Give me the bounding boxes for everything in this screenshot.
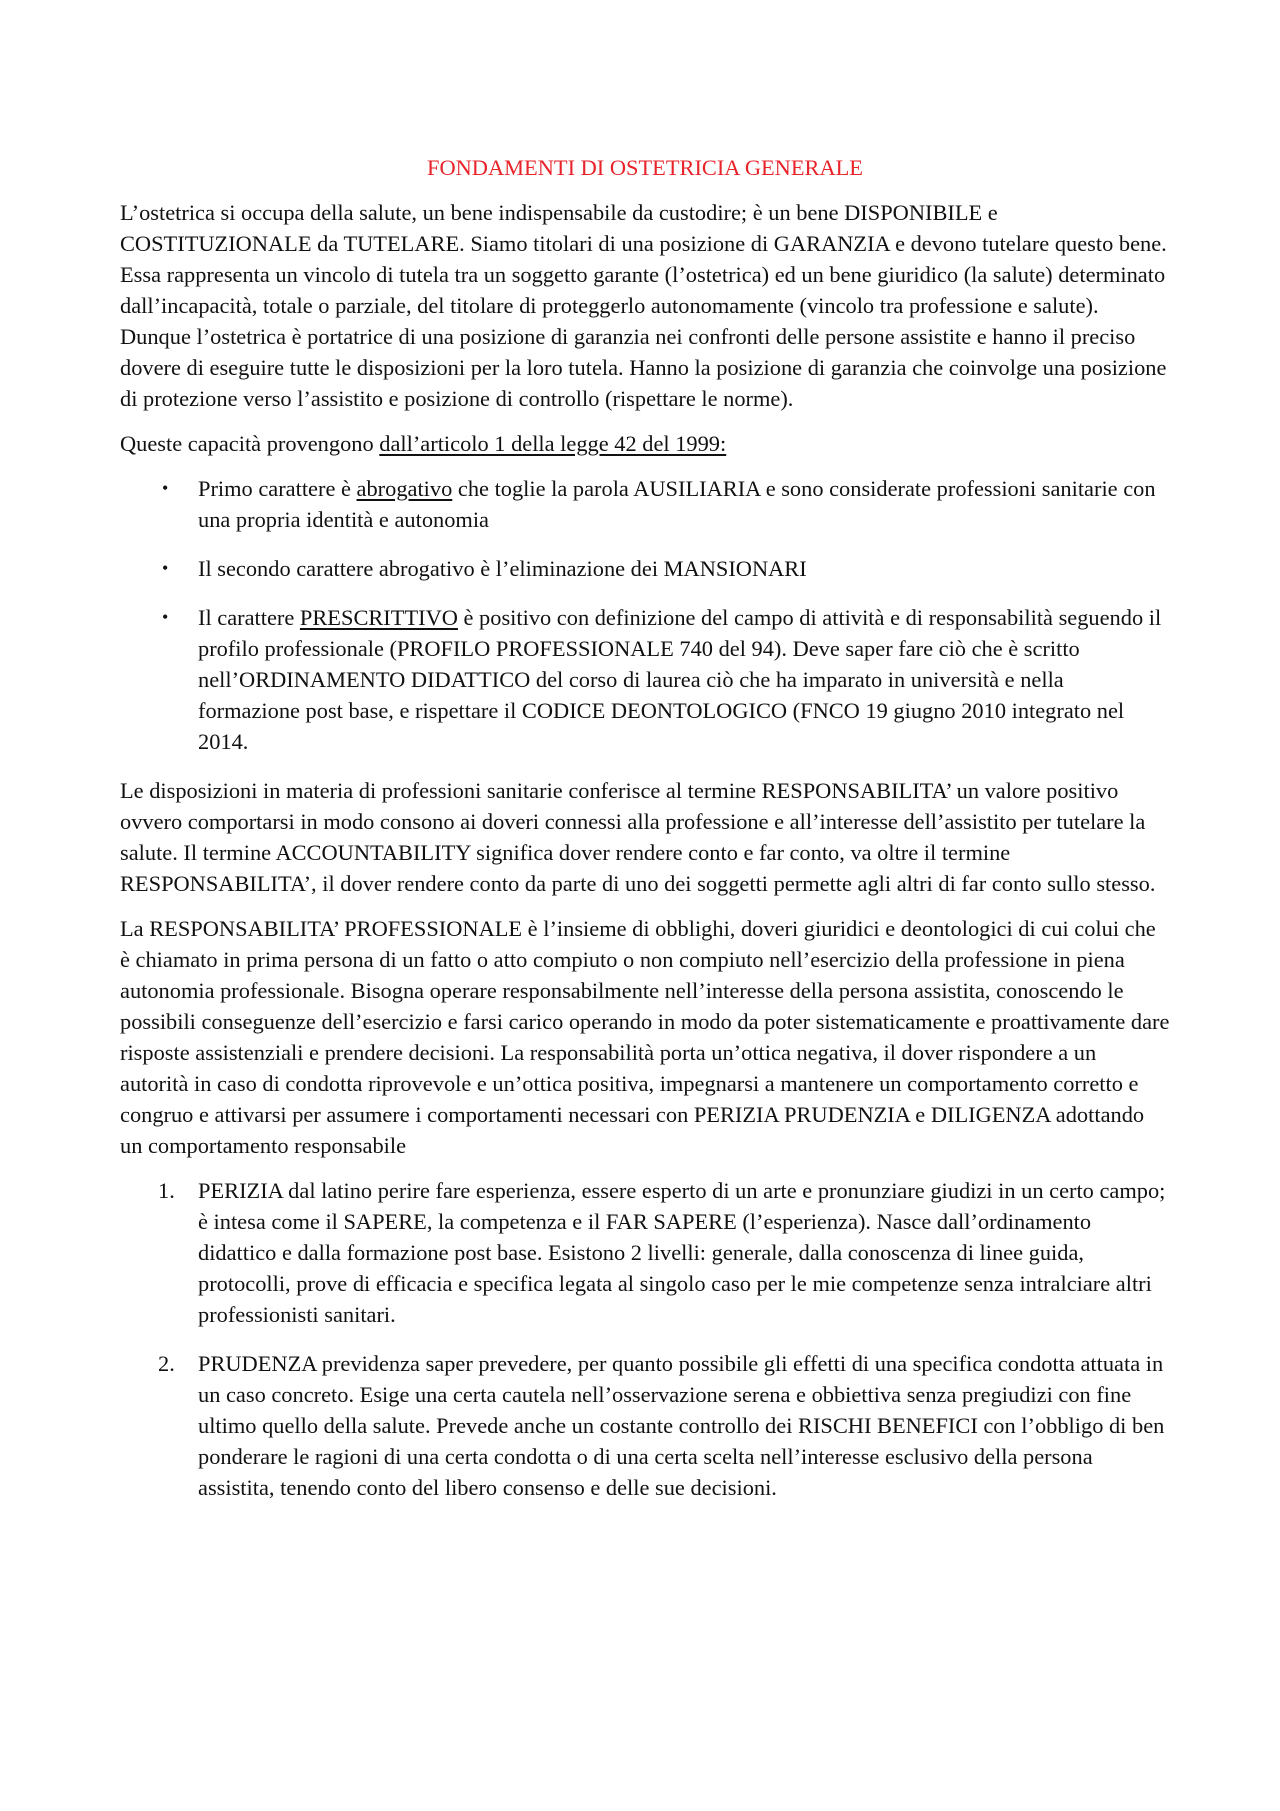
bullet-text-suffix: che toglie la parola AUSILIARIA e sono considerate professioni sanitarie con una propria identità e autonomia [198,476,1156,532]
numbered-list [120,1175,1170,1503]
document-page [120,152,1170,1521]
item-number: 2. [158,1351,175,1376]
list-item [120,1348,1170,1503]
list-item [120,602,1170,757]
bullet-text-suffix: è positivo con definizione del campo di attività e di responsabilità seguendo il profilo professionale (PROFILO PROFESSIONALE 740 del 94). Deve saper fare ciò che è scritto nell’ORDINAMENTO DIDATTICO del corso di laurea ciò che ha imparato in università e nella formazione post base, e rispettare il CODICE DEONTOLOGICO (FNCO 19 giugno 2010 integrato nel 2014. [198,605,1162,754]
characteristics-list [120,473,1170,757]
professional-responsibility-paragraph: La RESPONSABILITA’ PROFESSIONALE è l’insieme di obblighi, doveri giuridici e deontologici di cui colui che è chiamato in prima persona di un fatto o atto compiuto o non compiuto nell’esercizio della professione in piena autonomia professionale. Bisogna operare responsabilmente nell’interesse della persona assistita, conoscendo le possibili conseguenze dell’esercizio e farsi carico operando in modo da poter sistematicamente e proattivamente dare risposte assistenziali e prendere decisioni. La responsabilità porta un’ottica negativa, il dover rispondere a un autorità in caso di condotta riprovevole e un’ottica positiva, impegnarsi a mantenere un comportamento corretto e congruo e attivarsi per assumere i comportamenti necessari con PERIZIA PRUDENZIA e DILIGENZA adottando un comportamento responsabile [120,916,1170,1158]
bullet-keyword: abrogativo [356,476,453,501]
law-reference: dall’articolo 1 della legge 42 del 1999: [379,431,727,456]
bullet-marker: • [162,558,169,578]
bullet-marker: • [162,478,169,498]
intro-paragraph: L’ostetrica si occupa della salute, un bene indispensabile da custodire; è un bene DISPONIBILE e COSTITUZIONALE da TUTELARE. Siamo titolari di una posizione di GARANZIA e devono tutelare questo bene. Essa rappresenta un vincolo di tutela tra un soggetto garante (l’ostetrica) ed un bene giuridico (la salute) determinato dall’incapacità, totale o parziale, del titolare di proteggerlo autonomamente (vincolo tra professione e salute). Dunque l’ostetrica è portatrice di una posizione di garanzia nei confronti delle persone assistite e hanno il preciso dovere di eseguire tutte le disposizioni per la loro tutela. Hanno la posizione di garanzia che coinvolge una posizione di protezione verso l’assistito e posizione di controllo (rispettare le norme). [120,200,1167,411]
source-paragraph [120,428,1170,459]
bullet-text-prefix: Primo carattere è [198,476,357,501]
list-item [120,473,1170,535]
document-title: FONDAMENTI DI OSTETRICIA GENERALE [427,155,863,180]
bullet-keyword: PRESCRITTIVO [299,605,458,630]
bullet-text-prefix: Il carattere [198,605,300,630]
list-item [120,1175,1170,1330]
item-text: PRUDENZA previdenza saper prevedere, per quanto possibile gli effetti di una specifica condotta attuata in un caso concreto. Esige una certa cautela nell’osservazione serena e obbiettiva senza pregiudizi con fine ultimo quello della salute. Prevede anche un costante controllo dei RISCHI BENEFICI con l’obbligo di ben ponderare le ragioni di una certa condotta o di una certa scelta nell’interesse esclusivo della persona assistita, tenendo conto del libero consenso e delle sue decisioni. [198,1351,1165,1500]
source-prefix: Queste capacità provengono [120,431,380,456]
accountability-paragraph: Le disposizioni in materia di professioni sanitarie conferisce al termine RESPONSABILITA’ un valore positivo ovvero comportarsi in modo consono ai doveri connessi alla professione e all’interesse dell’assistito per tutelare la salute. Il termine ACCOUNTABILITY significa dover rendere conto e far conto, va oltre il termine RESPONSABILITA’, il dover rendere conto da parte di uno dei soggetti permette agli altri di far conto sullo stesso. [120,778,1156,896]
item-number: 1. [158,1178,175,1203]
list-item [120,553,1170,584]
bullet-text: Il secondo carattere abrogativo è l’eliminazione dei MANSIONARI [198,556,807,581]
bullet-marker: • [162,607,169,627]
item-text: PERIZIA dal latino perire fare esperienza, essere esperto di un arte e pronunziare giudizi in un certo campo; è intesa come il SAPERE, la competenza e il FAR SAPERE (l’esperienza). Nasce dall’ordinamento didattico e dalla formazione post base. Esistono 2 livelli: generale, dalla conoscenza di linee guida, protocolli, prove di efficacia e specifica legata al singolo caso per le mie competenze senza intralciare altri professionisti sanitari. [198,1178,1166,1327]
